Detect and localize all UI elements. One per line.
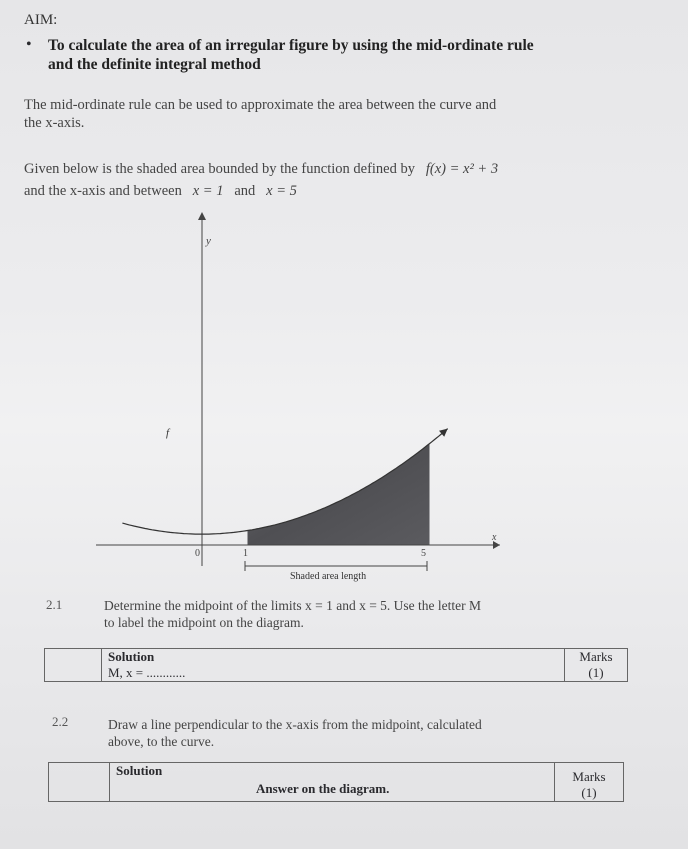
y-axis-label: y	[206, 235, 211, 247]
question-2-2-number: 2.2	[52, 714, 69, 729]
marks-cell	[565, 649, 628, 682]
solution-number-cell	[45, 649, 102, 682]
marks-value: (1)	[581, 785, 597, 800]
solution-table-2-2	[48, 762, 624, 802]
aim-title-line1: To calculate the area of an irregular figure by using the mid-ordinate rule	[48, 37, 534, 54]
solution-label: Solution	[116, 763, 163, 778]
bullet-icon: •	[26, 36, 32, 53]
marks-label: Marks	[572, 769, 606, 784]
lower-bound: x = 1	[192, 183, 224, 199]
x-axis-label: x	[492, 532, 497, 543]
intro-line2: the x-axis.	[24, 115, 85, 131]
question-2-2-line2: above, to the curve.	[108, 734, 215, 749]
solution-number-cell	[49, 763, 110, 802]
upper-bound: x = 5	[266, 183, 297, 199]
solution-cell	[110, 763, 555, 802]
solution-table-2-1	[44, 648, 628, 682]
solution-answer-field[interactable]: M, x = ............	[108, 665, 186, 680]
question-2-2-line1: Draw a line perpendicular to the x-axis from the midpoint, calculated	[108, 717, 482, 732]
aim-label: AIM:	[24, 12, 58, 28]
tick-1-label: 1	[243, 548, 248, 559]
function-definition: f(x) = x² + 3	[425, 161, 499, 177]
origin-label: 0	[195, 548, 200, 559]
shaded-length-label: Shaded area length	[290, 571, 367, 582]
question-2-2-text	[108, 716, 568, 750]
answer-on-diagram-text: Answer on the diagram.	[256, 781, 390, 796]
marks-cell	[555, 763, 624, 802]
solution-label: Solution	[108, 649, 155, 664]
question-2-1-number: 2.1	[46, 597, 63, 612]
and-word: and	[234, 183, 256, 199]
marks-value: (1)	[588, 665, 604, 680]
y-axis-arrow-icon	[198, 212, 206, 220]
intro-line1: The mid-ordinate rule can be used to approximate the area between the curve and	[24, 97, 497, 113]
curve-f-label: f	[166, 427, 170, 439]
question-2-1-line1: Determine the midpoint of the limits x = 1 and x = 5. Use the letter M	[104, 598, 482, 613]
given-line1: Given below is the shaded area bounded by the function defined by	[24, 161, 415, 177]
solution-cell	[102, 649, 565, 682]
shaded-area	[248, 444, 430, 545]
question-2-1-text	[104, 597, 604, 631]
question-2-1-line2: to label the midpoint on the diagram.	[104, 615, 304, 630]
aim-title-line2: and the definite integral method	[48, 56, 261, 73]
tick-5-label: 5	[421, 548, 426, 559]
given-line2: and the x-axis and between	[24, 183, 182, 199]
marks-label: Marks	[579, 649, 613, 664]
